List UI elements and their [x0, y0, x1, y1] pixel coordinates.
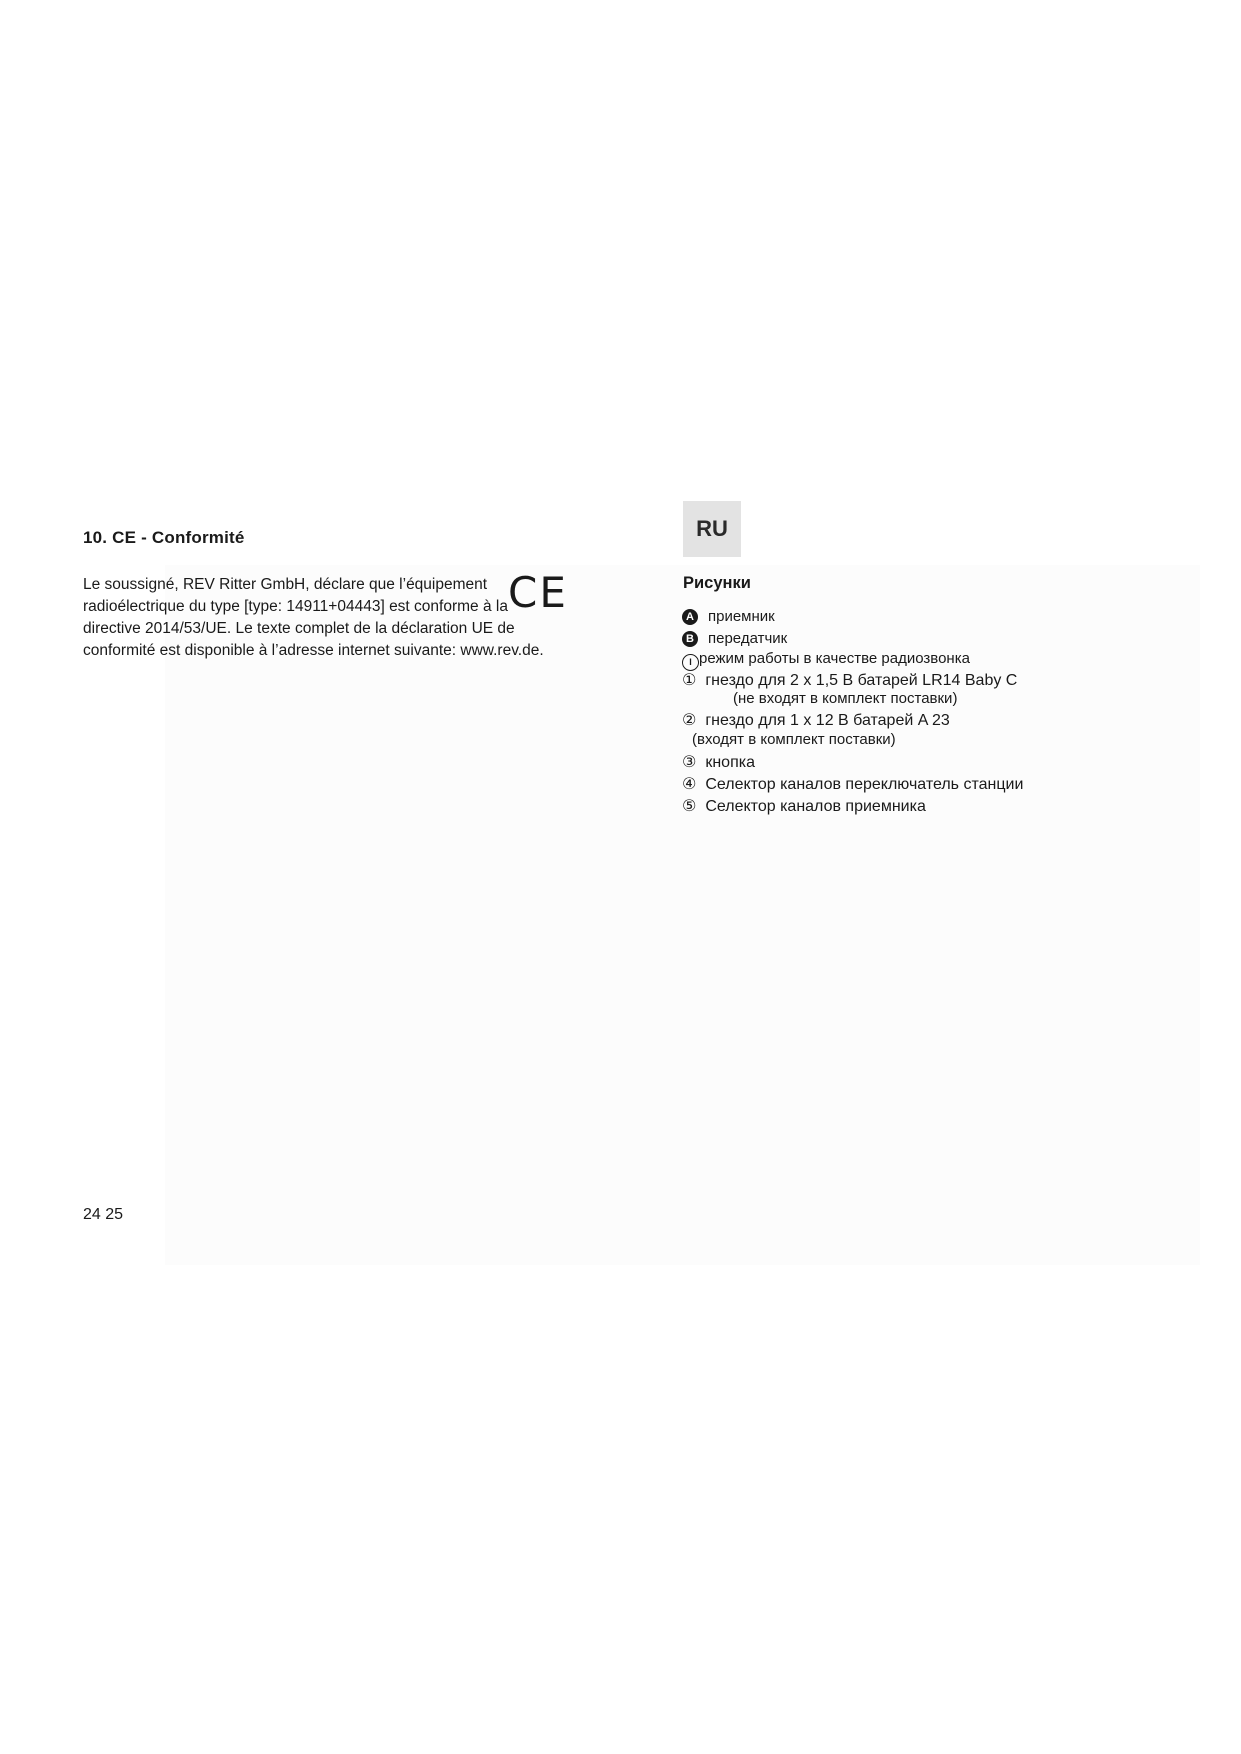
- legend-item-1-note: [733, 690, 957, 707]
- legend-marker-3: ③: [682, 754, 697, 771]
- language-badge: RU: [683, 501, 741, 557]
- legend-item-i: [682, 650, 970, 671]
- legend-text: передатчик: [708, 630, 788, 647]
- legend-text: Селектор каналов переключатель станции: [705, 776, 1024, 793]
- legend-marker-1: ①: [682, 672, 697, 689]
- legend-text: гнездо для 1 x 12 В батарей A 23: [705, 712, 950, 729]
- page-numbers: 24 25: [83, 1206, 124, 1223]
- ce-declaration-text: Le soussigné, REV Ritter GmbH, déclare que l’équipement radioélectrique du type [type: 14911+04443] est conforme à la directive 2014/53/UE. Le texte complet de la déclaration UE de conformité est disponible à l’adresse internet suivante: www.rev.de.: [83, 576, 544, 659]
- legend-marker-b: B: [682, 631, 698, 647]
- legend-item-5: [682, 796, 926, 816]
- legend-marker-i: I: [682, 654, 699, 671]
- legend-item-a: [682, 608, 775, 625]
- legend-item-4: [682, 774, 1023, 794]
- ce-mark-logo: CE: [508, 568, 568, 617]
- legend-marker-a: A: [682, 609, 698, 625]
- legend-text: (не входят в комплект поставки): [733, 690, 958, 707]
- legend-text: приемник: [708, 608, 775, 625]
- legend-item-1: [682, 670, 1017, 690]
- legend-item-3: [682, 752, 755, 772]
- legend-item-2: [682, 710, 950, 730]
- legend-text: (входят в комплект поставки): [692, 731, 896, 748]
- legend-marker-2: ②: [682, 712, 697, 729]
- legend-text: кнопка: [705, 754, 755, 771]
- legend-text: гнездо для 2 x 1,5 В батарей LR14 Baby C: [705, 672, 1018, 689]
- legend-marker-4: ④: [682, 776, 697, 793]
- figures-heading: Рисунки: [683, 574, 751, 592]
- legend-text: режим работы в качестве радиозвонка: [699, 650, 970, 667]
- legend-text: Селектор каналов приемника: [705, 798, 926, 815]
- legend-marker-5: ⑤: [682, 798, 697, 815]
- section-heading-ce: 10. CE - Conformité: [83, 528, 245, 547]
- legend-item-b: [682, 630, 787, 647]
- legend-item-2-note: [692, 731, 896, 748]
